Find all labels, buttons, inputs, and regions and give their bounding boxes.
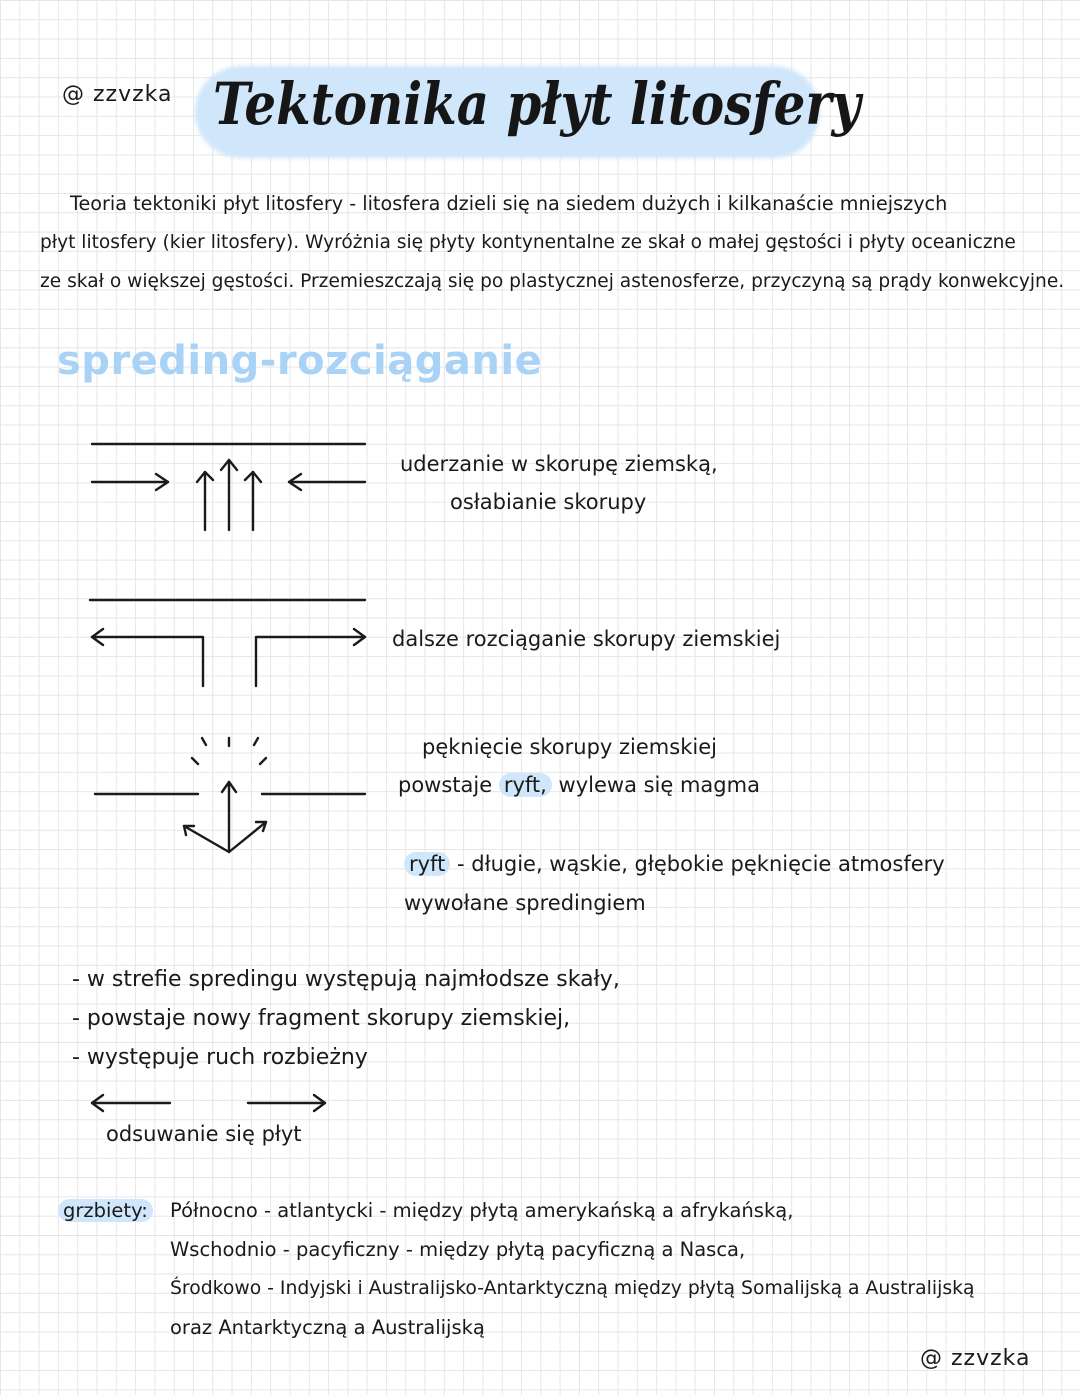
intro-line-2: płyt litosfery (kier litosfery). Wyróżnia się płyty kontynentalne ze skał o małej gęstości i płyty oceaniczne [40, 232, 1016, 253]
right-plate [256, 637, 365, 686]
magma-spread [184, 822, 266, 852]
left-plate [92, 637, 203, 686]
step3-note-line-1: pęknięcie skorupy ziemskiej [422, 735, 717, 759]
step1-note-line-2: osłabianie skorupy [450, 490, 647, 514]
ridges-label [58, 1191, 153, 1230]
footer-handle: @ zzvzka [920, 1346, 1031, 1371]
step3-prefix: powstaje [398, 773, 493, 797]
step3-note-line-2 [398, 766, 760, 804]
bullet-item: - występuje ruch rozbieżny [72, 1045, 368, 1070]
ridge-item: oraz Antarktyczną a Australijską [170, 1316, 485, 1339]
rift-term-highlight: ryft, [499, 773, 552, 797]
ridges-label-text: grzbiety: [58, 1199, 153, 1222]
bullet-item: - powstaje nowy fragment skorupy ziemskiej, [72, 1006, 571, 1031]
step1-note-line-1: uderzanie w skorupę ziemską, [400, 452, 718, 476]
step2-note: dalsze rozciąganie skorupy ziemskiej [392, 627, 781, 651]
ridge-item: Wschodnio - pacyficzny - między płytą pacyficzną a Nasca, [170, 1238, 746, 1261]
section-title: spreding-rozciąganie [57, 338, 543, 384]
rift-definition-line-1 [404, 845, 945, 883]
diagram-step-1 [92, 444, 365, 530]
intro-line-1: Teoria tektoniki płyt litosfery - litosfera dzieli się na siedem dużych i kilkanaście mniejszych [70, 192, 948, 215]
definition-term: ryft [404, 852, 450, 876]
definition-text: - długie, wąskie, głębokie pęknięcie atmosfery [457, 852, 945, 876]
ridge-item: Środkowo - Indyjski i Australijsko-Antarktyczną między płytą Somalijską a Australijską [170, 1278, 975, 1299]
divergence-arrows [92, 1095, 325, 1111]
arrow-caption: odsuwanie się płyt [106, 1122, 302, 1146]
author-handle: @ zzvzka [62, 82, 173, 107]
diagram-step-3 [95, 738, 365, 852]
ridge-item: Północno - atlantycki - między płytą amerykańską a afrykańską, [170, 1199, 794, 1222]
intro-line-3: ze skał o większej gęstości. Przemieszczają się po plastycznej astenosferze, przyczyną są prądy konwekcyjne. [40, 271, 1065, 292]
page-title: Tektonika płyt litosfery [213, 70, 861, 138]
rift-definition-line-2: wywołane spredingiem [404, 891, 646, 915]
diagram-step-2 [90, 600, 365, 686]
step3-suffix: wylewa się magma [558, 773, 760, 797]
bullet-item: - w strefie spredingu występują najmłodsze skały, [72, 967, 620, 992]
